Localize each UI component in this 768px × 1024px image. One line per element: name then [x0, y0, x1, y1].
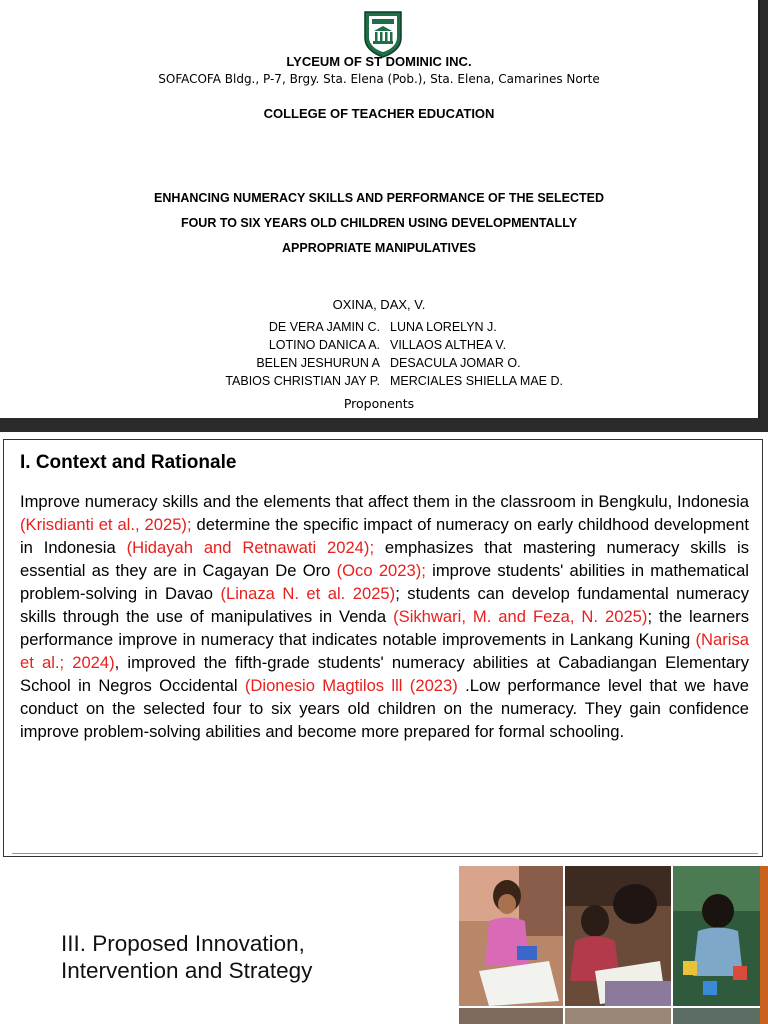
- heading-line: Intervention and Strategy: [61, 958, 313, 983]
- paragraph-text: determine the specific impact of numeracy on early childhood development in Indonesia: [20, 515, 749, 557]
- rationale-paragraph: [20, 490, 749, 743]
- paragraph-text: emphasizes that mastering numeracy skills is essential as they are in Cagayan De Oro: [20, 538, 750, 580]
- citation: (Sikhwari, M. and Feza, N. 2025): [393, 607, 648, 626]
- author-name: TABIOS CHRISTIAN JAY P.: [225, 374, 380, 388]
- author-name: LUNA LORELYN J.: [390, 320, 497, 334]
- author-row: [0, 338, 768, 356]
- proponents-label: Proponents: [343, 396, 415, 411]
- citation: (Linaza N. et al. 2025): [220, 584, 396, 603]
- citation: (Krisdianti et al., 2025);: [20, 515, 192, 534]
- paragraph-text: ; students can develop fundamental numeracy skills through the use of manipulatives in Venda: [20, 584, 750, 626]
- accent-bar: [760, 866, 768, 1024]
- author-row: [0, 374, 768, 392]
- author-list: [0, 320, 768, 392]
- lead-author: OXINA, DAX, V.: [332, 297, 426, 312]
- author-row: [0, 356, 768, 374]
- author-name: VILLAOS ALTHEA V.: [390, 338, 507, 352]
- paragraph-text: , improved the fifth-grade students' numeracy abilities at Cabadiangan Elementary School in Negros Occidental: [20, 653, 750, 695]
- research-title-line-2: FOUR TO SIX YEARS OLD CHILDREN USING DEVELOPMENTALLY: [180, 216, 578, 230]
- author-name: MERCIALES SHIELLA MAE D.: [390, 374, 563, 388]
- citation: (Dionesio Magtilos lll (2023): [244, 676, 458, 695]
- divider: [12, 853, 758, 854]
- school-seal-icon: [362, 10, 404, 58]
- school-address: SOFACOFA Bldg., P-7, Brgy. Sta. Elena (Pob.), Sta. Elena, Camarines Norte: [158, 72, 600, 86]
- photo-child-with-blocks: [673, 866, 760, 1006]
- author-name: BELEN JESHURUN A: [256, 356, 380, 370]
- paragraph-text: ; the learners performance improve in numeracy that indicates notable improvements in Lankang Kuning: [20, 607, 750, 649]
- paragraph-text: Improve numeracy skills and the elements that affect them in the classroom in Bengkulu, Indonesia: [20, 492, 749, 511]
- photo-collage: [459, 866, 768, 1024]
- college-name: COLLEGE OF TEACHER EDUCATION: [263, 106, 495, 121]
- innovation-slide: [0, 866, 768, 1024]
- school-name: LYCEUM OF ST DOMINIC INC.: [286, 54, 472, 69]
- citation: (Narisa et al.; 2024): [20, 630, 749, 672]
- research-title-line-3: APPROPRIATE MANIPULATIVES: [282, 241, 476, 255]
- paragraph-text: improve students' abilities in mathematical problem-solving in Davao: [20, 561, 749, 603]
- author-row: [0, 320, 768, 338]
- photo-child-writing: [459, 866, 563, 1006]
- citation: (Oco 2023);: [336, 561, 426, 580]
- photo-strip: [459, 1008, 760, 1024]
- context-slide: [0, 432, 768, 866]
- section-heading: [61, 930, 312, 984]
- section-heading: I. Context and Rationale: [20, 452, 237, 473]
- research-title-line-1: ENHANCING NUMERACY SKILLS AND PERFORMANCE OF THE SELECTED: [153, 191, 605, 205]
- photo-adult-and-child: [565, 866, 671, 1006]
- paragraph-text: .Low performance level that we have conduct on the selected four to six years old children on the numeracy. They gain confidence improve problem-solving abilities and become more prepared for formal schooling.: [20, 676, 749, 741]
- author-name: DESACULA JOMAR O.: [390, 356, 521, 370]
- heading-line: III. Proposed Innovation,: [61, 931, 305, 956]
- author-name: DE VERA JAMIN C.: [268, 320, 380, 334]
- cover-slide: [0, 0, 760, 418]
- author-name: LOTINO DANICA A.: [268, 338, 380, 352]
- citation: (Hidayah and Retnawati 2024);: [126, 538, 375, 557]
